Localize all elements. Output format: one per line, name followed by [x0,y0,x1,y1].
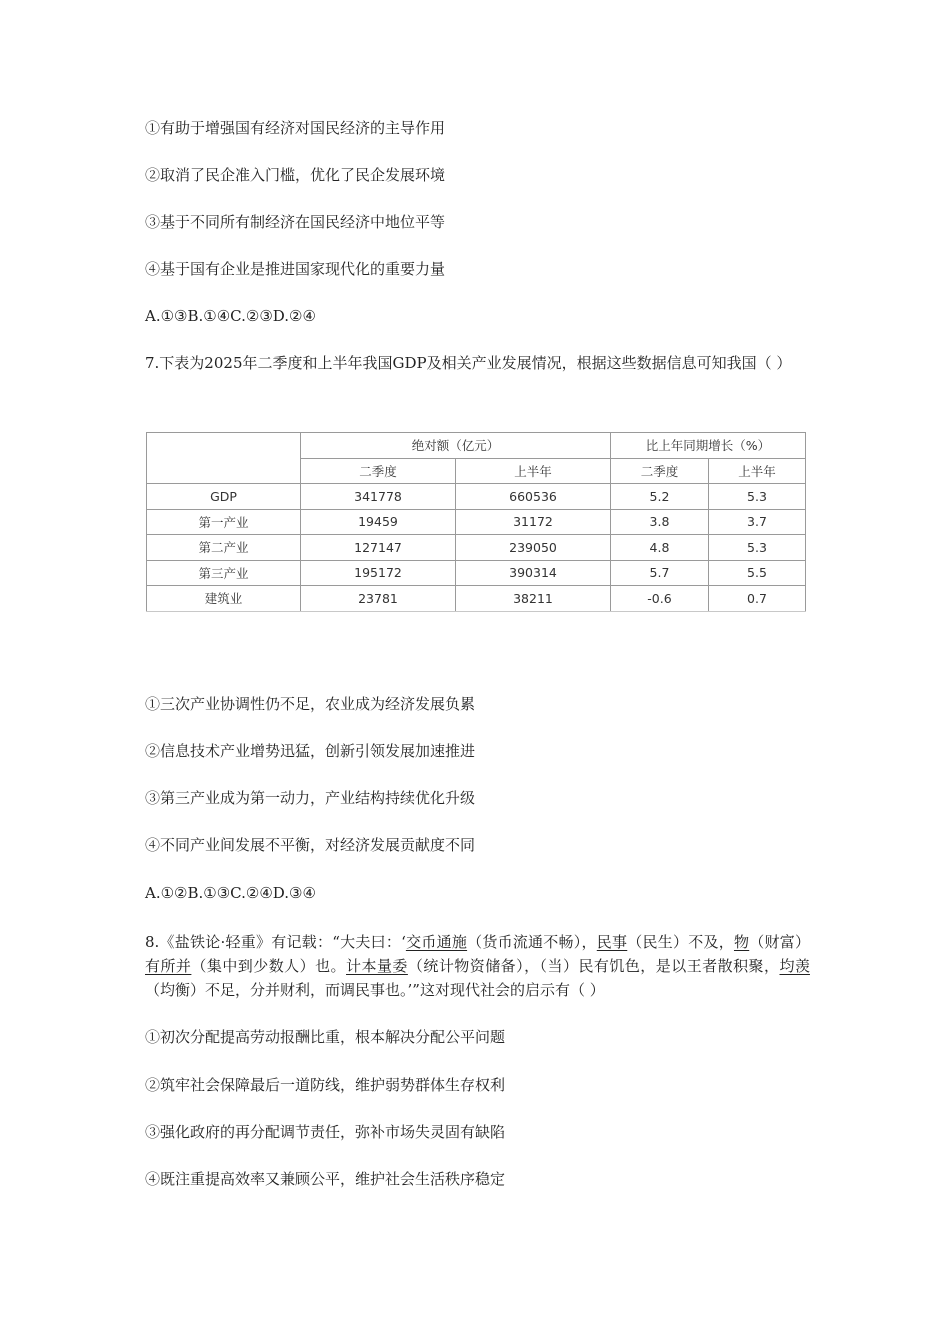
cell: 0.7 [709,586,806,612]
cell: 195172 [301,560,456,586]
table-row [147,509,806,535]
cell: 5.5 [709,560,806,586]
q8-underlined-term: 民事 [596,933,628,951]
q6-option-2: ②取消了民企准入门槛，优化了民企发展环境 [145,166,446,184]
table-corner-cell [147,433,301,484]
q8-text: （货币流通不畅）， [467,933,597,951]
cell: 3.8 [611,509,709,535]
q7-option-4: ④不同产业间发展不平衡，对经济发展贡献度不同 [145,836,476,854]
cell: -0.6 [611,586,709,612]
table-header-row [147,433,806,459]
cell: 5.7 [611,560,709,586]
cell: 660536 [456,484,611,510]
q8-option-3: ③强化政府的再分配调节责任，弥补市场失灵固有缺陷 [145,1123,506,1141]
q6-answer-choices: A.①③B.①④C.②③D.②④ [145,307,316,325]
cell: 390314 [456,560,611,586]
q7-option-1: ①三次产业协调性仍不足，农业成为经济发展负累 [145,695,476,713]
cell: 5.3 [709,535,806,561]
cell: 5.3 [709,484,806,510]
q8-text: （均衡）不足，分并财利，而调民事也。’”这对现代社会的启示有（ ） [145,981,605,999]
q8-underlined-term: 均羡 [779,957,810,975]
table-row [147,484,806,510]
cell: 4.8 [611,535,709,561]
subheader-h1-growth: 上半年 [709,458,806,484]
subheader-h1-amount: 上半年 [456,458,611,484]
q8-underlined-term: 有所并 [145,957,192,975]
cell: 239050 [456,535,611,561]
row-label: 建筑业 [147,586,301,612]
q7-answer-choices: A.①②B.①③C.②④D.③④ [145,884,316,902]
q6-option-4: ④基于国有企业是推进国家现代化的重要力量 [145,260,446,278]
q8-question-stem [145,930,810,1002]
q8-option-4: ④既注重提高效率又兼顾公平，维护社会生活秩序稳定 [145,1170,506,1188]
cell: 31172 [456,509,611,535]
row-label: GDP [147,484,301,510]
q8-option-1: ①初次分配提高劳动报酬比重，根本解决分配公平问题 [145,1028,506,1046]
q8-underlined-term: 物 [733,933,750,951]
cell: 127147 [301,535,456,561]
subheader-q2-growth: 二季度 [611,458,709,484]
cell: 5.2 [611,484,709,510]
q6-option-3: ③基于不同所有制经济在国民经济中地位平等 [145,213,446,231]
row-label: 第二产业 [147,535,301,561]
q7-option-3: ③第三产业成为第一动力，产业结构持续优化升级 [145,789,476,807]
q8-text: （集中到少数人）也。 [191,957,347,975]
table-row [147,586,806,612]
row-label: 第一产业 [147,509,301,535]
cell: 38211 [456,586,611,612]
header-absolute-amount: 绝对额（亿元） [301,433,611,459]
q8-text: （统计物资储备），（当）民有饥色，是以王者散积聚， [407,957,780,975]
table-row [147,560,806,586]
subheader-q2-amount: 二季度 [301,458,456,484]
q8-underlined-term: 计本量委 [346,957,408,975]
gdp-data-table [146,432,806,612]
cell: 19459 [301,509,456,535]
q6-option-1: ①有助于增强国有经济对国民经济的主导作用 [145,119,446,137]
header-yoy-growth: 比上年同期增长（%） [611,433,806,459]
q8-option-2: ②筑牢社会保障最后一道防线，维护弱势群体生存权利 [145,1076,506,1094]
cell: 341778 [301,484,456,510]
q8-text: （财富） [749,933,810,951]
row-label: 第三产业 [147,560,301,586]
q7-question-stem: 7.下表为2025年二季度和上半年我国GDP及相关产业发展情况，根据这些数据信息可知我国（ ） [145,354,792,372]
q8-text: （民生）不及， [627,933,734,951]
q8-underlined-term: 交币通施 [405,933,468,951]
table-row [147,535,806,561]
cell: 3.7 [709,509,806,535]
cell: 23781 [301,586,456,612]
q8-text: 8.《盐铁论·轻重》有记载：“大夫曰：‘ [145,933,406,951]
q7-option-2: ②信息技术产业增势迅猛，创新引领发展加速推进 [145,742,476,760]
